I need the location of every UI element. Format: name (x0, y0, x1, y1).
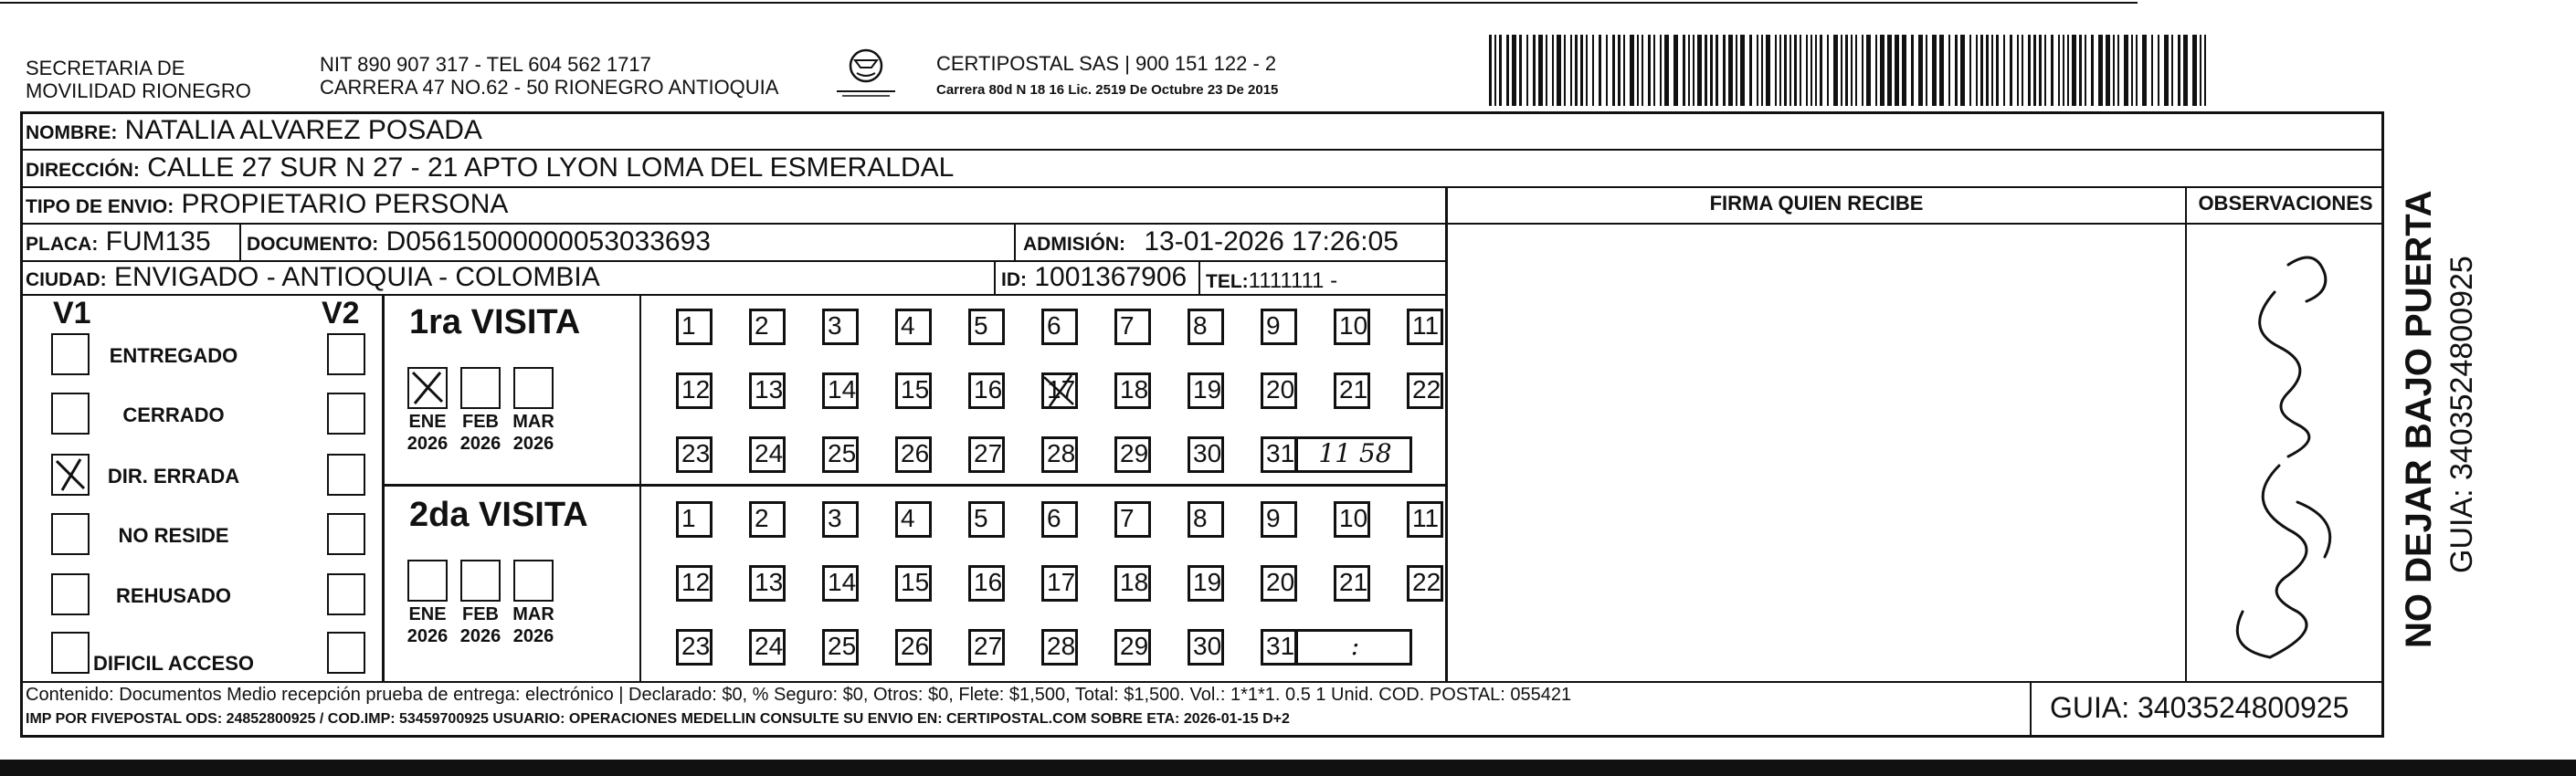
barcode-bar (1564, 35, 1566, 106)
barcode-bar (1575, 35, 1578, 106)
carrier-logo-icon (833, 47, 899, 100)
barcode-bar (2039, 35, 2042, 106)
documento-value: D05615000000053033693 (385, 226, 711, 257)
barcode-bar (1697, 35, 1702, 106)
barcode-bar (2117, 35, 2119, 106)
barcode-bar (1911, 35, 1914, 106)
month-label: MAR 2026 (512, 604, 554, 646)
barcode-bar (1599, 35, 1601, 106)
barcode-bar (1683, 35, 1685, 106)
placa-value: FUM135 (105, 226, 211, 257)
barcode-bar (1630, 35, 1634, 106)
barcode-bar (1705, 35, 1707, 106)
nombre-value: NATALIA ALVAREZ POSADA (124, 115, 482, 145)
barcode-bar (1775, 35, 1777, 106)
barcode-bar (1728, 35, 1733, 106)
day-box[interactable]: 27 (968, 436, 1005, 473)
month-label: ENE 2026 (406, 412, 449, 454)
barcode-bar (1887, 35, 1892, 106)
guia-footer-divider (2030, 681, 2032, 738)
day-box[interactable]: 13 (749, 372, 786, 409)
day-box[interactable]: 2 (749, 309, 786, 345)
time-box[interactable]: : (1295, 629, 1412, 666)
day-box[interactable]: 8 (1188, 501, 1224, 538)
barcode-bar (1612, 35, 1615, 106)
barcode-bar (1637, 35, 1639, 106)
day-box[interactable]: 19 (1188, 372, 1224, 409)
barcode-bar (1784, 35, 1787, 106)
barcode-bar (1932, 35, 1937, 106)
barcode-bar (1506, 35, 1509, 106)
day-box[interactable]: 25 (822, 629, 859, 666)
month-checkbox[interactable] (460, 367, 501, 409)
footer-imp: IMP POR FIVEPOSTAL ODS: 24852800925 / COD.IMP: 53459700925 USUARIO: OPERACIONES MEDELLIN CONSULTE SU ENVIO EN: CERTIPOSTAL.COM SOBRE ETA: 2026-01-15 D+2 (26, 711, 1290, 727)
barcode-bar (2158, 35, 2159, 106)
id-value: 1001367906 (1034, 262, 1188, 292)
check-mark-icon (1042, 373, 1079, 410)
direccion-row: DIRECCIÓN: CALLE 27 SUR N 27 - 21 APTO LYON LOMA DEL ESMERALDAL (26, 152, 955, 183)
carrier-name: CERTIPOSTAL SAS | 900 151 122 - 2 (936, 52, 1277, 75)
barcode-bar (2033, 35, 2036, 106)
day-box[interactable]: 16 (968, 565, 1005, 602)
direccion-value: CALLE 27 SUR N 27 - 21 APTO LYON LOMA DEL ESMERALDAL (147, 152, 955, 183)
status-label: DIR. ERRADA (107, 465, 240, 488)
handwritten-signature (2188, 228, 2383, 679)
sender-name: SECRETARIA DE MOVILIDAD RIONEGRO (26, 57, 251, 102)
tel-row: TEL:1111111 - (1206, 268, 1338, 293)
barcode-bar (2136, 35, 2138, 106)
footer-contents: Contenido: Documentos Medio recepción prueba de entrega: electrónico | Declarado: $0, % Seguro: $0, Otros: $0, Flete: $1,500, Total: $1,500. Vol.: 1*1*1. 0.5 1 Unid. COD. POSTAL: 055421 (26, 685, 1572, 705)
day-box[interactable]: 25 (822, 436, 859, 473)
v2-label: V2 (322, 296, 360, 330)
carrier-logo (833, 47, 899, 100)
firma-header: FIRMA QUIEN RECIBE (1709, 192, 1924, 215)
barcode-bar (1827, 35, 1829, 106)
check-mark-icon (409, 369, 446, 407)
day-box[interactable]: 1 (676, 501, 713, 538)
status-label: NO RESIDE (118, 524, 229, 547)
day-box[interactable]: 11 (1407, 501, 1443, 538)
carrier-license: Carrera 80d N 18 16 Lic. 2519 De Octubre 23 De 2015 (936, 82, 1279, 98)
barcode-bar (2044, 35, 2046, 106)
observaciones-header: OBSERVACIONES (2198, 192, 2373, 215)
barcode-bar (1986, 35, 1989, 106)
barcode-bar (1815, 35, 1817, 106)
barcode-bar (1841, 35, 1842, 106)
v1-label: V1 (53, 296, 91, 330)
v2-checkbox[interactable] (327, 632, 365, 674)
day-box[interactable]: 27 (968, 629, 1005, 666)
barcode-bar (1855, 35, 1857, 106)
barcode-bar (1512, 35, 1516, 106)
day-box[interactable]: 8 (1188, 309, 1224, 345)
barcode-bar (2017, 35, 2019, 106)
nombre-row: NOMBRE: NATALIA ALVAREZ POSADA (26, 115, 482, 145)
top-scan-edge (0, 2, 2138, 4)
barcode-bar (1526, 35, 1528, 106)
barcode-bar (1845, 35, 1848, 106)
barcode-bar (1623, 35, 1625, 106)
placa-row: PLACA: FUM135 (26, 226, 211, 257)
barcode-bar (1499, 35, 1502, 106)
barcode-bar (1660, 35, 1662, 106)
barcode-bar (1653, 35, 1655, 106)
barcode-bar (1693, 35, 1694, 106)
month-checkbox[interactable] (460, 560, 501, 602)
barcode-bar (2063, 35, 2064, 106)
day-box[interactable]: 24 (749, 436, 786, 473)
day-box[interactable]: 28 (1041, 629, 1078, 666)
status-label: REHUSADO (116, 584, 231, 607)
barcode-bar (1723, 35, 1726, 106)
day-box[interactable]: 12 (676, 565, 713, 602)
barcode-bar (1519, 35, 1522, 106)
barcode-bar (1489, 35, 1492, 106)
barcode-bar (2151, 35, 2153, 106)
barcode-bar (1592, 35, 1594, 106)
barcode-bar (2085, 35, 2086, 106)
barcode-bar (2010, 35, 2012, 106)
barcode-bar (1866, 35, 1871, 106)
ciudad-row: CIUDAD: ENVIGADO - ANTIOQUIA - COLOMBIA (26, 262, 600, 292)
month-checkbox[interactable] (407, 367, 448, 409)
day-box[interactable]: 4 (895, 309, 932, 345)
day-box[interactable]: 20 (1261, 372, 1297, 409)
barcode-bar (1996, 35, 1999, 106)
month-label: MAR 2026 (512, 412, 554, 454)
barcode-bar (2072, 35, 2076, 106)
day-box[interactable]: 17 (1041, 372, 1078, 409)
day-box[interactable]: 17 (1041, 565, 1078, 602)
day-box[interactable]: 11 (1407, 309, 1443, 345)
barcode-bar (2051, 35, 2053, 106)
barcode-bar (1794, 35, 1797, 106)
day-box[interactable]: 26 (895, 629, 932, 666)
status-label: CERRADO (122, 404, 225, 426)
barcode-bar (2171, 35, 2173, 106)
status-label: DIFICIL ACCESO (92, 652, 254, 675)
day-box[interactable]: 1 (676, 309, 713, 345)
day-box[interactable]: 9 (1261, 309, 1297, 345)
admision-row: ADMISIÓN: 13-01-2026 17:26:05 (1023, 226, 1399, 257)
status-label: ENTREGADO (109, 344, 238, 367)
barcode-bar (2091, 35, 2094, 106)
barcode-bar (1902, 35, 1906, 106)
day-box[interactable]: 13 (749, 565, 786, 602)
day-box[interactable]: 31 (1261, 629, 1297, 666)
visit-col-divider (639, 294, 641, 681)
day-box[interactable]: 31 (1261, 436, 1297, 473)
barcode-bar (2113, 35, 2115, 106)
day-box[interactable]: 6 (1041, 501, 1078, 538)
tel-divider (1198, 260, 1200, 294)
barcode-bar (1851, 35, 1853, 106)
barcode-bar (1980, 35, 1983, 106)
day-box[interactable]: 7 (1114, 501, 1151, 538)
barcode-bar (1570, 35, 1572, 106)
day-box[interactable]: 18 (1114, 372, 1151, 409)
ciudad-value: ENVIGADO - ANTIOQUIA - COLOMBIA (114, 262, 600, 292)
barcode-bar (1800, 35, 1801, 106)
day-box[interactable]: 4 (895, 501, 932, 538)
day-box[interactable]: 30 (1188, 629, 1224, 666)
day-box[interactable]: 24 (749, 629, 786, 666)
day-box[interactable]: 6 (1041, 309, 1078, 345)
day-box[interactable]: 14 (822, 565, 859, 602)
tipo-envio-row: TIPO DE ENVIO: PROPIETARIO PERSONA (26, 189, 509, 219)
barcode-bar (1939, 35, 1944, 106)
day-box[interactable]: 15 (895, 372, 932, 409)
tipo-envio-value: PROPIETARIO PERSONA (181, 189, 509, 219)
barcode-bar (2098, 35, 2103, 106)
barcode-bar (2079, 35, 2082, 106)
barcode-bar (1533, 35, 1536, 106)
side-warning: NO DEJAR BAJO PUERTA (2399, 190, 2439, 648)
barcode-bar (1820, 35, 1822, 106)
barcode-bar (2178, 35, 2180, 106)
barcode-bar (1969, 35, 1971, 106)
barcode-bar (1740, 35, 1745, 106)
day-box[interactable]: 21 (1334, 372, 1370, 409)
barcode-bar (1552, 35, 1554, 106)
barcode-bar (2142, 35, 2147, 106)
barcode-bar (1955, 35, 1958, 106)
day-box[interactable]: 15 (895, 565, 932, 602)
month-label: ENE 2026 (406, 604, 449, 646)
barcode-bar (1716, 35, 1718, 106)
month-checkbox[interactable] (513, 560, 554, 602)
visit-title: 1ra VISITA (409, 303, 581, 341)
barcode-bar (1580, 35, 1583, 106)
barcode-bar (1664, 35, 1669, 106)
barcode-bar (1586, 35, 1588, 106)
barcode-bar (1811, 35, 1812, 106)
barcode-bar (1948, 35, 1950, 106)
barcode-bar (2131, 35, 2133, 106)
day-box[interactable]: 3 (822, 309, 859, 345)
barcode-bar (1688, 35, 1690, 106)
barcode-bar (1806, 35, 1808, 106)
v2-checkbox[interactable] (327, 573, 365, 615)
barcode-bar (1976, 35, 1978, 106)
day-box[interactable]: 29 (1114, 436, 1151, 473)
barcode-bar (1789, 35, 1791, 106)
day-box[interactable]: 19 (1188, 565, 1224, 602)
bottom-scan-edge (0, 760, 2576, 776)
barcode-bar (2067, 35, 2069, 106)
time-box[interactable]: 11 58 (1295, 436, 1412, 473)
barcode-bar (2192, 35, 2197, 106)
barcode-bar (1642, 35, 1643, 106)
barcode-bar (2106, 35, 2110, 106)
day-box[interactable]: 26 (895, 436, 932, 473)
visit-divider (384, 484, 1445, 487)
day-box[interactable]: 5 (968, 309, 1005, 345)
barcode-bar (1749, 35, 1752, 106)
month-checkbox[interactable] (407, 560, 448, 602)
day-box[interactable]: 23 (676, 436, 713, 473)
barcode-bar (1833, 35, 1838, 106)
day-box[interactable]: 16 (968, 372, 1005, 409)
admision-divider (1014, 223, 1016, 260)
day-box[interactable]: 12 (676, 372, 713, 409)
day-box[interactable]: 18 (1114, 565, 1151, 602)
placa-divider (239, 223, 241, 260)
month-label: FEB 2026 (459, 412, 501, 454)
signature-col-divider (1445, 186, 1448, 681)
barcode-bar (1710, 35, 1713, 106)
barcode-bar (1538, 35, 1543, 106)
side-guia: GUIA: 3403524800925 (2444, 256, 2479, 573)
barcode-bar (1880, 35, 1884, 106)
day-box[interactable]: 3 (822, 501, 859, 538)
sender-contact: NIT 890 907 317 - TEL 604 562 1717 CARRERA 47 NO.62 - 50 RIONEGRO ANTIOQUIA (320, 53, 779, 99)
barcode-bar (2028, 35, 2031, 106)
barcode-bar (2022, 35, 2023, 106)
barcode-bar (1648, 35, 1651, 106)
status-col-divider (382, 294, 385, 681)
visit-title: 2da VISITA (409, 496, 588, 534)
barcode-bar (1766, 35, 1770, 106)
barcode-bar (1557, 35, 1561, 106)
barcode-bar (1918, 35, 1923, 106)
barcode-bar (1779, 35, 1781, 106)
barcode-bar (1926, 35, 1927, 106)
day-box[interactable]: 9 (1261, 501, 1297, 538)
footer-guia: GUIA: 3403524800925 (2050, 691, 2349, 724)
day-box[interactable]: 10 (1334, 501, 1370, 538)
day-box[interactable]: 20 (1261, 565, 1297, 602)
day-box[interactable]: 7 (1114, 309, 1151, 345)
id-row: ID: 1001367906 (1001, 262, 1188, 292)
barcode-bar (1991, 35, 1993, 106)
day-box[interactable]: 22 (1407, 372, 1443, 409)
admision-value: 13-01-2026 17:26:05 (1144, 226, 1399, 257)
documento-row: DOCUMENTO: D05615000000053033693 (247, 226, 711, 257)
day-box[interactable]: 10 (1334, 309, 1370, 345)
barcode-bar (1673, 35, 1678, 106)
barcode-bar (2164, 35, 2169, 106)
day-box[interactable]: 5 (968, 501, 1005, 538)
barcode-bar (1761, 35, 1763, 106)
day-box[interactable]: 22 (1407, 565, 1443, 602)
day-box[interactable]: 14 (822, 372, 859, 409)
barcode (1489, 35, 2216, 106)
barcode-bar (2058, 35, 2060, 106)
barcode-bar (2200, 35, 2201, 106)
day-box[interactable]: 21 (1334, 565, 1370, 602)
barcode-bar (1736, 35, 1737, 106)
barcode-bar (2124, 35, 2128, 106)
barcode-bar (1494, 35, 1496, 106)
month-checkbox[interactable] (513, 367, 554, 409)
day-box[interactable]: 30 (1188, 436, 1224, 473)
v2-checkbox[interactable] (327, 333, 365, 375)
barcode-bar (2003, 35, 2005, 106)
day-box[interactable]: 28 (1041, 436, 1078, 473)
v2-checkbox[interactable] (327, 454, 365, 496)
observations-col-divider (2185, 186, 2187, 681)
barcode-bar (1606, 35, 1608, 106)
barcode-bar (1895, 35, 1899, 106)
barcode-bar (2204, 35, 2206, 106)
month-label: FEB 2026 (459, 604, 501, 646)
barcode-bar (1960, 35, 1965, 106)
barcode-bar (1618, 35, 1621, 106)
day-box[interactable]: 29 (1114, 629, 1151, 666)
barcode-bar (1757, 35, 1758, 106)
day-box[interactable]: 2 (749, 501, 786, 538)
barcode-bar (1862, 35, 1863, 106)
tel-value: 1111111 - (1248, 268, 1338, 293)
barcode-bar (1875, 35, 1877, 106)
barcode-bar (1546, 35, 1547, 106)
v2-checkbox[interactable] (327, 393, 365, 435)
v2-checkbox[interactable] (327, 513, 365, 555)
id-divider (994, 260, 996, 294)
barcode-bar (2183, 35, 2188, 106)
day-box[interactable]: 23 (676, 629, 713, 666)
